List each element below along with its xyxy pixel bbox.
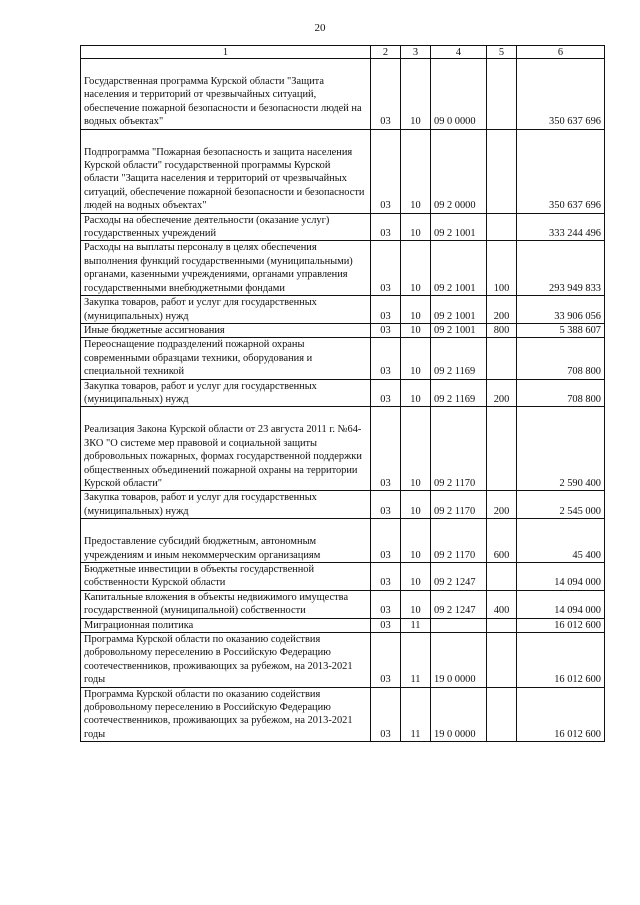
row-expense-type: 200 [487, 296, 517, 324]
row-subsection: 10 [401, 59, 431, 130]
table-header-row [81, 46, 605, 59]
row-expense-type [487, 563, 517, 591]
row-subsection: 10 [401, 241, 431, 296]
row-name: Реализация Закона Курской области от 23 августа 2011 г. №64-ЗКО "О системе мер правовой и социальной защиты добровольных пожарных, формах государственной поддержки общественных объединений пожарной охраны на территории Курской области" [81, 407, 371, 491]
row-section: 03 [371, 213, 401, 241]
row-section: 03 [371, 519, 401, 563]
row-target-article: 09 2 1170 [431, 407, 487, 491]
table-row [81, 687, 605, 742]
row-subsection: 11 [401, 633, 431, 688]
row-amount: 2 545 000 [517, 491, 605, 519]
row-amount: 350 637 696 [517, 129, 605, 213]
row-subsection: 10 [401, 590, 431, 618]
row-expense-type [487, 129, 517, 213]
row-expense-type: 800 [487, 323, 517, 337]
budget-table [80, 45, 605, 742]
row-section: 03 [371, 323, 401, 337]
row-subsection: 10 [401, 491, 431, 519]
row-expense-type [487, 407, 517, 491]
row-name: Подпрограмма "Пожарная безопасность и защита населения Курской области" государственной программы Курской области "Защита населения и территорий от чрезвычайных ситуаций, обеспечение пожарной безопасности и безопасности людей на водных объектах" [81, 129, 371, 213]
row-target-article: 09 2 1247 [431, 590, 487, 618]
table-body [81, 59, 605, 742]
row-name: Государственная программа Курской области "Защита населения и территорий от чрезвычайных ситуаций, обеспечение пожарной безопасности и безопасности людей на водных объектах" [81, 59, 371, 130]
row-name: Закупка товаров, работ и услуг для государственных (муниципальных) нужд [81, 491, 371, 519]
table-row [81, 519, 605, 563]
row-subsection: 10 [401, 379, 431, 407]
row-expense-type: 100 [487, 241, 517, 296]
row-subsection: 10 [401, 213, 431, 241]
row-target-article: 09 2 1169 [431, 379, 487, 407]
table-row [81, 407, 605, 491]
row-amount: 16 012 600 [517, 687, 605, 742]
row-section: 03 [371, 491, 401, 519]
row-name: Закупка товаров, работ и услуг для государственных (муниципальных) нужд [81, 379, 371, 407]
table-row [81, 129, 605, 213]
table-row [81, 296, 605, 324]
row-subsection: 10 [401, 563, 431, 591]
col-header-4: 4 [431, 46, 487, 59]
row-section: 03 [371, 296, 401, 324]
row-target-article: 09 2 1170 [431, 519, 487, 563]
table-row [81, 618, 605, 632]
col-header-2: 2 [371, 46, 401, 59]
table-row [81, 491, 605, 519]
row-target-article: 19 0 0000 [431, 633, 487, 688]
row-section: 03 [371, 618, 401, 632]
row-name: Бюджетные инвестиции в объекты государственной собственности Курской области [81, 563, 371, 591]
row-name: Капитальные вложения в объекты недвижимого имущества государственной (муниципальной) собственности [81, 590, 371, 618]
row-section: 03 [371, 129, 401, 213]
row-section: 03 [371, 633, 401, 688]
col-header-3: 3 [401, 46, 431, 59]
row-expense-type: 200 [487, 379, 517, 407]
row-expense-type [487, 59, 517, 130]
row-amount: 293 949 833 [517, 241, 605, 296]
row-expense-type [487, 618, 517, 632]
table-row [81, 338, 605, 379]
row-subsection: 10 [401, 296, 431, 324]
row-name: Закупка товаров, работ и услуг для государственных (муниципальных) нужд [81, 296, 371, 324]
row-section: 03 [371, 407, 401, 491]
row-amount: 350 637 696 [517, 59, 605, 130]
table-row [81, 213, 605, 241]
row-amount: 2 590 400 [517, 407, 605, 491]
row-amount: 16 012 600 [517, 618, 605, 632]
row-amount: 14 094 000 [517, 563, 605, 591]
row-amount: 16 012 600 [517, 633, 605, 688]
row-name: Иные бюджетные ассигнования [81, 323, 371, 337]
row-amount: 708 800 [517, 338, 605, 379]
row-target-article: 09 2 1001 [431, 241, 487, 296]
row-name: Расходы на обеспечение деятельности (оказание услуг) государственных учреждений [81, 213, 371, 241]
row-target-article: 09 2 1001 [431, 323, 487, 337]
row-subsection: 10 [401, 338, 431, 379]
row-name: Предоставление субсидий бюджетным, автономным учреждениям и иным некоммерческим организациям [81, 519, 371, 563]
col-header-6: 6 [517, 46, 605, 59]
row-target-article [431, 618, 487, 632]
row-expense-type: 600 [487, 519, 517, 563]
row-target-article: 09 2 1001 [431, 296, 487, 324]
col-header-5: 5 [487, 46, 517, 59]
row-expense-type [487, 633, 517, 688]
row-subsection: 10 [401, 407, 431, 491]
row-target-article: 09 2 1247 [431, 563, 487, 591]
row-amount: 14 094 000 [517, 590, 605, 618]
row-target-article: 09 2 1001 [431, 213, 487, 241]
row-section: 03 [371, 59, 401, 130]
row-expense-type [487, 687, 517, 742]
row-name: Программа Курской области по оказанию содействия добровольному переселению в Российскую Федерацию соотечественников, проживающих за рубежом, на 2013-2021 годы [81, 633, 371, 688]
table-row [81, 323, 605, 337]
row-subsection: 11 [401, 687, 431, 742]
row-target-article: 19 0 0000 [431, 687, 487, 742]
row-target-article: 09 2 1170 [431, 491, 487, 519]
row-name: Переоснащение подразделений пожарной охраны современными образцами техники, оборудования и специальной техникой [81, 338, 371, 379]
row-expense-type: 400 [487, 590, 517, 618]
row-section: 03 [371, 379, 401, 407]
table-row [81, 633, 605, 688]
row-section: 03 [371, 241, 401, 296]
row-subsection: 10 [401, 519, 431, 563]
row-amount: 5 388 607 [517, 323, 605, 337]
row-amount: 45 400 [517, 519, 605, 563]
row-target-article: 09 2 0000 [431, 129, 487, 213]
row-amount: 333 244 496 [517, 213, 605, 241]
row-expense-type [487, 213, 517, 241]
row-expense-type [487, 338, 517, 379]
page-number: 20 [314, 22, 326, 34]
row-name: Программа Курской области по оказанию содействия добровольному переселению в Российскую Федерацию соотечественников, проживающих за рубежом, на 2013-2021 годы [81, 687, 371, 742]
row-target-article: 09 0 0000 [431, 59, 487, 130]
table-row [81, 590, 605, 618]
table-row [81, 59, 605, 130]
col-header-1: 1 [81, 46, 371, 59]
row-target-article: 09 2 1169 [431, 338, 487, 379]
table-row [81, 241, 605, 296]
table-row [81, 563, 605, 591]
row-amount: 708 800 [517, 379, 605, 407]
row-section: 03 [371, 563, 401, 591]
row-name: Расходы на выплаты персоналу в целях обеспечения выполнения функций государственными (муниципальными) органами, казенными учреждениями, органами управления государственными внебюджетными фондами [81, 241, 371, 296]
row-name: Миграционная политика [81, 618, 371, 632]
row-subsection: 10 [401, 129, 431, 213]
row-subsection: 10 [401, 323, 431, 337]
row-subsection: 11 [401, 618, 431, 632]
row-expense-type: 200 [487, 491, 517, 519]
row-amount: 33 906 056 [517, 296, 605, 324]
row-section: 03 [371, 590, 401, 618]
row-section: 03 [371, 687, 401, 742]
row-section: 03 [371, 338, 401, 379]
table-row [81, 379, 605, 407]
